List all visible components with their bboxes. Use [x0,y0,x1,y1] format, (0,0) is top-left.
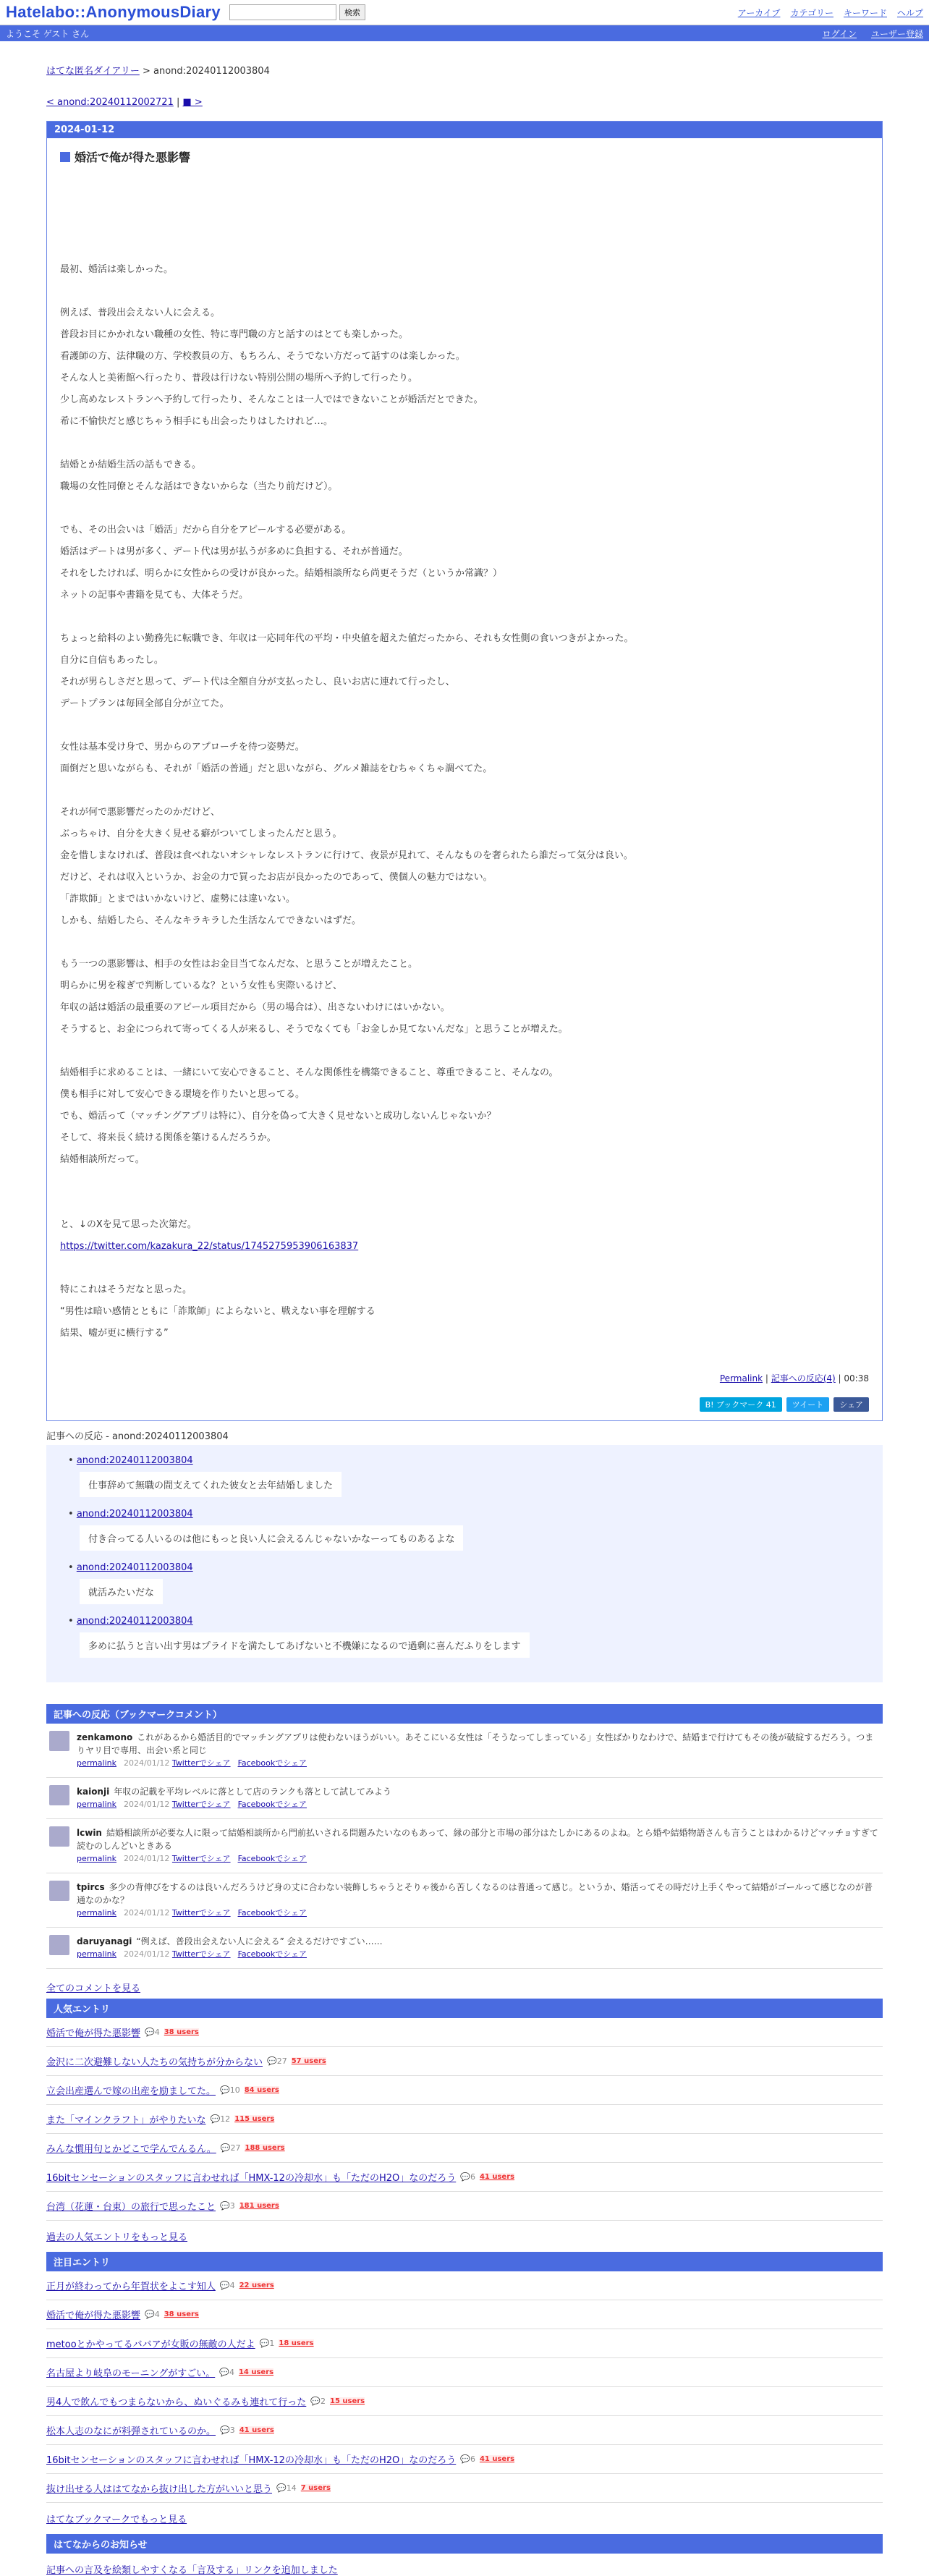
entry-item [46,2474,883,2503]
share-buttons [60,1397,869,1412]
comment-count: 💬4 [145,2310,160,2319]
comment-count-value: 6 [470,2172,475,2182]
comment-date: 2024/01/12 [124,1854,170,1863]
body-line: 希に不愉快だと感じちゃう相手にも出会ったりはしたけれど…。 [60,416,334,427]
entry-footer: Permalink | 記事への反応(4) | 00:38 [719,1373,869,1384]
body-line: ぶっちゃけ、自分を大きく見せる癖がついてしまったんだと思う。 [60,829,342,839]
comment-permalink[interactable]: permalink [77,1800,116,1809]
comment-permalink[interactable]: permalink [77,1854,116,1863]
entry-item [46,2300,883,2329]
bookmark-users[interactable]: 181 users [239,2202,279,2210]
blank-line [60,281,869,302]
comment-count-value: 3 [229,2425,235,2435]
entry-link[interactable]: 16bitセンセーションのスタッフに言わせれば「HMX-12の冷却水」も「ただのH2O」なのだろう [46,2455,457,2466]
comment-count: 💬4 [219,2368,234,2377]
search-input[interactable] [229,4,336,20]
body-line: 自分に自信もあったし。 [60,655,164,666]
body-line: 少し高めなレストランへ予約して行ったり、そんなことは一人ではできないことが婚活だとできた。 [60,394,483,405]
bookmark-users[interactable]: 22 users [239,2281,274,2289]
body-line: 結果、嘘が更に横行する” [60,1328,169,1339]
search-form [229,4,365,20]
top-bar [0,0,929,25]
bookmark-users[interactable]: 41 users [479,2455,515,2463]
body-line: 結婚相談所だって。 [60,1154,145,1165]
tweet-link[interactable]: https://twitter.com/kazakura_22/status/1745275953906163837 [60,1241,359,1252]
reaction-item: • anond:20240112003804 多めに払うと言い出す男はプライドを満たしてあげないと不機嫌になるので過剰に喜んだふりをします [68,1616,861,1658]
nav-archive[interactable]: アーカイブ [737,7,781,18]
entry-title-text[interactable]: 婚活で俺が得た悪影響 [75,151,191,164]
bookmark-users[interactable]: 38 users [164,2028,199,2036]
breadcrumb-sep: > [139,66,154,77]
hatebu-button[interactable]: B! ブックマーク 41 [700,1397,782,1412]
comment-count-value: 1 [269,2339,275,2348]
body-line: デートプランは毎回全部自分が立てた。 [60,698,229,709]
body-line: だけど、それは収入というか、お金の力で買ったお店が良かったのであって、僕個人の魅力ではない。 [60,872,493,883]
popular-list [46,2018,883,2221]
body-line: 特にこれはそうだなと思った。 [60,1284,192,1295]
comment-user[interactable]: zenkamono [77,1732,133,1742]
diary-day [46,121,883,1421]
blank-line [60,606,869,628]
entry-item [46,2445,883,2474]
login-link[interactable]: ログイン [822,28,857,39]
comment-count: 💬6 [460,2454,475,2464]
blank-line [60,433,869,454]
entry-item [46,2047,883,2076]
bookmark-users[interactable]: 188 users [245,2144,285,2152]
pager-sep: | [173,97,183,108]
comment-count: 💬2 [310,2397,326,2406]
comment-count-value: 27 [230,2143,241,2153]
body-line: でも、その出会いは「婚活」だから自分をアピールする必要がある。 [60,525,352,535]
bookmark-users[interactable]: 84 users [244,2086,279,2094]
facebook-share-button[interactable]: シェア [833,1397,869,1412]
bookmark-comments-heading: 記事への反応（ブックマークコメント） [46,1704,883,1724]
body-line: 職場の女性同僚とそんな話はできないからな（当たり前だけど）。 [60,481,338,492]
comment-links [77,1907,880,1920]
comment-body [77,1785,391,1811]
bookmark-users[interactable]: 115 users [234,2115,275,2123]
comment-twitter-share[interactable]: Twitterでシェア [171,1800,231,1809]
bookmark-users[interactable]: 41 users [239,2426,274,2434]
entry-link[interactable]: 婚活で俺が得た悪影響 [46,2310,141,2321]
comment-user[interactable]: daruyanagi [77,1936,132,1946]
entry-link[interactable]: 名古屋より岐阜のモーニングがすごい。 [46,2368,216,2379]
search-button[interactable]: 検索 [339,4,365,20]
entry-item [46,2192,883,2221]
comment-body [77,1935,383,1961]
nav-keyword[interactable]: キーワード [843,7,887,18]
comment-facebook-share[interactable]: Facebookでシェア [237,1800,307,1809]
comment-count-value: 10 [229,2085,240,2095]
entry-link[interactable]: 16bitセンセーションのスタッフに言わせれば「HMX-12の冷却水」も「ただのH2O」なのだろう [46,2173,457,2184]
permalink-link[interactable]: Permalink [719,1373,763,1384]
comment-date: 2024/01/12 [124,1908,170,1918]
prev-entry-link[interactable]: < anond:20240112002721 [46,97,174,108]
comment-count: 💬1 [259,2339,275,2348]
comment-facebook-share[interactable]: Facebookでシェア [237,1949,307,1959]
entry-link[interactable]: 男4人で飲んでもつまらないから、ぬいぐるみも連れて行った [46,2397,307,2408]
reaction-quote: 付き合ってる人いるのは他にもっと良い人に会えるんじゃないかなーってものあるよな [80,1525,463,1551]
reaction-link[interactable]: anond:20240112003804 [76,1509,193,1520]
comment-count: 💬3 [220,2201,235,2211]
entry-link[interactable]: また「マインクラフト」がやりたいな [46,2115,206,2126]
breadcrumb-current: anond:20240112003804 [153,66,270,77]
comment-count: 💬6 [460,2172,475,2182]
entry-title [60,148,869,165]
reactions-link[interactable]: 記事への反応(4) [771,1373,836,1384]
entry-link[interactable]: 立会出産選んで嫁の出産を励ましてた。 [46,2086,216,2097]
bookmark-users[interactable]: 57 users [291,2057,326,2065]
body-line: ちょっと給料のよい勤務先に転職でき、年収は一応同年代の平均・中央値を超えた値だったから、それも女性側の食いつきがよかった。 [60,633,634,644]
body-line: 例えば、普段出会えない人に会える。 [60,308,221,318]
reactions-box [46,1445,883,1682]
reaction-link[interactable]: anond:20240112003804 [76,1616,193,1627]
bookmark-users[interactable]: 15 users [329,2397,365,2405]
welcome-text: ようこそ ゲスト さん [6,28,90,39]
comment-text: これがあるから婚活目的でマッチングアプリは使わないほうがいい。あそこにいる女性は「そうなってしまっている」女性ばかりなわけで、結婚まで行けてもその後が破綻するだろう。つまりヤリ目で専用、出会い系と同じ [77,1732,874,1755]
entry-time: 00:38 [844,1373,869,1384]
entry-link[interactable]: みんな慣用句とかどこで学んでんるん。 [46,2144,216,2155]
blank-line [60,1041,869,1062]
body-line: しかも、結婚したら、そんなキラキラした生活なんてできないはずだ。 [60,915,362,926]
comment-date: 2024/01/12 [124,1800,170,1809]
body-line: それをしたければ、明らかに女性からの受けが良かった。結婚相談所なら尚更そうだ（というか常識？） [60,568,503,579]
avatar[interactable] [49,1826,69,1847]
comment-count-value: 2 [320,2397,326,2406]
body-line: 婚活はデートは男が多く、デート代は男が払うが多めに負担する、それが普通だ。 [60,546,408,557]
blank-line [60,780,869,802]
next-entry-link[interactable]: ■ > [182,97,203,108]
reaction-item: • anond:20240112003804 就活みたいだな [68,1562,861,1604]
comment-count-value: 6 [470,2454,475,2464]
entry-link[interactable]: 抜け出せる人ははてなから抜け出した方がいいと思う [46,2484,273,2495]
body-line: でも、婚活って（マッチングアプリは特に）、自分を偽って大きく見せないと成功しないんじゃないか？ [60,1111,496,1122]
entry-link[interactable]: 松本人志のなにが料弾されているのか。 [46,2426,216,2437]
entry-link[interactable]: metooとかやってるババアが女販の無敵の人だよ [46,2339,255,2350]
comment-twitter-share[interactable]: Twitterでシェア [171,1758,231,1768]
blank-line [60,1171,869,1192]
comment-count-value: 4 [229,2368,234,2377]
comment-user[interactable]: tpircs [77,1882,105,1892]
notice-heading: はてなからのお知らせ [46,2534,883,2554]
tweet-link-line [60,1236,869,1258]
body-line: 明らかに男を稼ぎで判断しているな？という女性も実際いるけど、 [60,980,343,991]
comment-count-value: 4 [229,2281,235,2290]
bookmark-comment [46,1873,883,1928]
bookmark-comment [46,1778,883,1819]
all-comments-link[interactable]: 全てのコメントを見る [46,1983,141,1994]
comment-count-value: 4 [154,2310,160,2319]
breadcrumb-home[interactable]: はてな匿名ダイアリー [46,66,140,77]
comment-count: 💬4 [219,2281,235,2290]
comment-text: 年収の記載を平均レベルに落として店のランクも落として試してみよう [114,1787,391,1797]
body-line: 僕も相手に対して安心できる環境を作りたいと思ってる。 [60,1089,305,1100]
body-line: 結婚とか結婚生活の話もできる。 [60,459,202,470]
bookmark-users[interactable]: 7 users [300,2484,331,2492]
body-line: 最初、婚活は楽しかった。 [60,264,174,275]
register-link[interactable]: ユーザー登録 [870,28,923,39]
entry-item [46,2271,883,2300]
body-line: 金を惜しまなければ、普段は食べれないオシャレなレストランに行けて、夜景が見れて、そんなものを奢られたら誰だって気分は良い。 [60,850,633,861]
entry-body [60,259,869,1236]
comment-count: 💬4 [145,2028,160,2037]
body-line: 「詐欺師」とまではいかないけど、虚勢には違いない。 [60,894,296,904]
comment-body [77,1731,880,1770]
main-content [46,63,883,2576]
entry-item [46,2358,883,2387]
day-date: 2024-01-12 [47,122,882,138]
avatar[interactable] [49,1731,69,1751]
comment-text: 結婚相談所が必要な人に限って結婚相談所から門前払いされる問題みたいなのもあって、縁の部分と市場の部分はたしかにあるのよね。とら婚や結婚物語さんも言うことはわかるけどマッチョすぎて読むのしんどいときある [77,1828,878,1851]
entry-item [46,2105,883,2134]
bookmark-users[interactable]: 14 users [238,2368,274,2376]
bookmark-comment [46,1928,883,1969]
comment-twitter-share[interactable]: Twitterでシェア [171,1908,231,1918]
comment-links [77,1852,880,1865]
entry-item [46,2076,883,2105]
avatar[interactable] [49,1881,69,1901]
comment-facebook-share[interactable]: Facebookでシェア [237,1758,307,1768]
comment-count-value: 3 [229,2201,235,2211]
bookmark-comments [46,1724,883,1969]
body-line: 面倒だと思いながらも、それが「婚活の普通」だと思いながら、グルメ雑誌をむちゃくちゃ調べてた。 [60,763,493,774]
attention-more-link[interactable]: はてなブックマークでもっと見る [46,2514,187,2525]
comment-user[interactable]: lcwin [77,1828,102,1838]
entry-item [46,2416,883,2445]
body-line: もう一つの悪影響は、相手の女性はお金目当てなんだな、と思うことが増えたこと。 [60,959,418,970]
comment-twitter-share[interactable]: Twitterでシェア [171,1854,231,1863]
blank-line [60,498,869,520]
comment-facebook-share[interactable]: Facebookでシェア [237,1908,307,1918]
nav-category[interactable]: カテゴリー [790,7,833,18]
blank-line [60,715,869,737]
reaction-item: • anond:20240112003804 付き合ってる人いるのは他にもっと良い人に会えるんじゃないかなーってものあるよな [68,1509,861,1551]
comment-count: 💬3 [220,2425,235,2435]
body-line: 看護師の方、法律職の方、学校教員の方、もちろん、そうでない方だって話すのは楽しかった。 [60,351,465,362]
comment-count: 💬10 [220,2085,240,2095]
comment-facebook-share[interactable]: Facebookでシェア [237,1854,307,1863]
bookmark-comment [46,1819,883,1873]
entry-link[interactable]: 婚活で俺が得た悪影響 [46,2028,141,2039]
breadcrumb [46,63,883,77]
bookmark-users[interactable]: 41 users [479,2173,515,2181]
avatar[interactable] [49,1785,69,1805]
comment-links [77,1948,383,1961]
comment-links [77,1798,391,1811]
comment-twitter-share[interactable]: Twitterでシェア [171,1949,231,1959]
comment-count: 💬14 [276,2483,297,2493]
body-line: ネットの記事や書籍を見ても、大体そうだ。 [60,590,249,601]
body-line: と、↓のXを見て思った次第だ。 [60,1219,197,1230]
comment-user[interactable]: kaionji [77,1787,110,1797]
comment-permalink[interactable]: permalink [77,1758,116,1768]
entry-item [46,2387,883,2416]
comment-count-value: 4 [154,2028,160,2037]
comment-body [77,1826,880,1865]
avatar[interactable] [49,1935,69,1955]
tweet-button[interactable]: ツイート [786,1397,829,1412]
reactions-heading: 記事への反応 - anond:20240112003804 [46,1431,229,1442]
body-line: 普段お目にかかれない職種の女性、特に専門職の方と話すのはとても楽しかった。 [60,329,409,340]
blank-line [60,932,869,954]
notice-link[interactable]: 記事への言及を絵類しやすくなる「言及する」リンクを追加しました [46,2565,338,2576]
reaction-item: • anond:20240112003804 仕事辞めて無職の間支えてくれた彼女と去年結婚しました [68,1455,861,1497]
comment-links [77,1757,880,1770]
top-nav [738,7,923,19]
entry-link[interactable]: 金沢に二次避難しない人たちの気持ちが分からない [46,2057,263,2068]
entry-item [46,2018,883,2047]
popular-more-link[interactable]: 過去の人気エントリをもっと見る [46,2232,188,2243]
entry-link[interactable]: 正月が終わってから年賀状をよこす知人 [46,2281,216,2292]
body-line: そして、将来長く続ける関係を築けるんだろうか。 [60,1132,276,1143]
reaction-quote: 仕事辞めて無職の間支えてくれた彼女と去年結婚しました [80,1472,342,1497]
popular-heading: 人気エントリ [46,1999,883,2018]
entry-body-2 [60,1279,869,1344]
entry-item [46,2163,883,2192]
comment-count-value: 14 [286,2483,297,2493]
body-line: それが男らしさだと思って、デート代は全額自分が支払ったし、良いお店に連れて行ったし、 [60,677,455,687]
reaction-quote: 多めに払うと言い出す男はプライドを満たしてあげないと不機嫌になるので過剰に喜んだふりをします [80,1632,530,1658]
body-line: “男性は暗い感情とともに「詐欺師」によらないと、戦えない事を理解する [60,1306,376,1317]
comment-count: 💬27 [267,2056,287,2066]
site-logo[interactable]: Hatelabo::AnonymousDiary [6,3,221,21]
body-line: 女性は基本受け身で、男からのアプローチを待つ姿勢だ。 [60,742,305,753]
comment-date: 2024/01/12 [124,1949,170,1959]
entry-link[interactable]: 台湾（花蓮・台東）の旅行で思ったこと [46,2202,216,2213]
bookmark-users[interactable]: 38 users [164,2310,199,2318]
reaction-link[interactable]: anond:20240112003804 [76,1455,193,1466]
blank-line [60,1192,869,1214]
entry-item [46,2134,883,2163]
body-line: そんな人と美術館へ行ったり、普段は行けない特別公開の場所へ予約して行ったり。 [60,373,418,384]
square-icon [60,152,70,162]
reaction-quote: 就活みたいだな [80,1579,163,1604]
comment-count: 💬12 [210,2114,231,2124]
attention-heading: 注目エントリ [46,2252,883,2271]
entry-item [46,2329,883,2358]
comment-count-value: 12 [220,2114,231,2124]
comment-date: 2024/01/12 [124,1758,170,1768]
bookmark-users[interactable]: 18 users [279,2339,314,2347]
pager [46,97,883,108]
comment-count-value: 27 [276,2056,287,2066]
comment-permalink[interactable]: permalink [77,1949,116,1959]
comment-permalink[interactable]: permalink [77,1908,116,1918]
reaction-link[interactable]: anond:20240112003804 [76,1562,193,1573]
body-line: 結婚相手に求めることは、一緒にいて安心できること、そんな関係性を構築できること、尊重できること、そんなの。 [60,1067,559,1078]
comment-count: 💬27 [220,2143,241,2153]
body-line: 年収の話は婚活の最重要のアピール項目だから（男の場合は）、出さないわけにはいかない。 [60,1002,450,1013]
body-line: それが何で悪影響だったのかだけど、 [60,807,221,818]
body-line: そうすると、お金につられて寄ってくる人が来るし、そうでなくても「お金しか見てないんだな」と思うことが増えた。 [60,1024,568,1035]
nav-help[interactable]: ヘルプ [896,7,923,18]
attention-list [46,2271,883,2503]
bookmark-comment [46,1724,883,1778]
comment-body [77,1881,880,1920]
comment-text: “例えば、普段出会えない人に会える” 会えるだけですごい…… [136,1936,383,1946]
user-bar [0,25,929,41]
comment-text: 多少の背伸びをするのは良いんだろうけど身の丈に合わない装飾しちゃうとそりゃ後から苦しくなるのは普通って感じ。というか、婚活ってその時だけ上手くやって結婚がゴールって感じなのが普通なのかな？ [77,1882,873,1905]
